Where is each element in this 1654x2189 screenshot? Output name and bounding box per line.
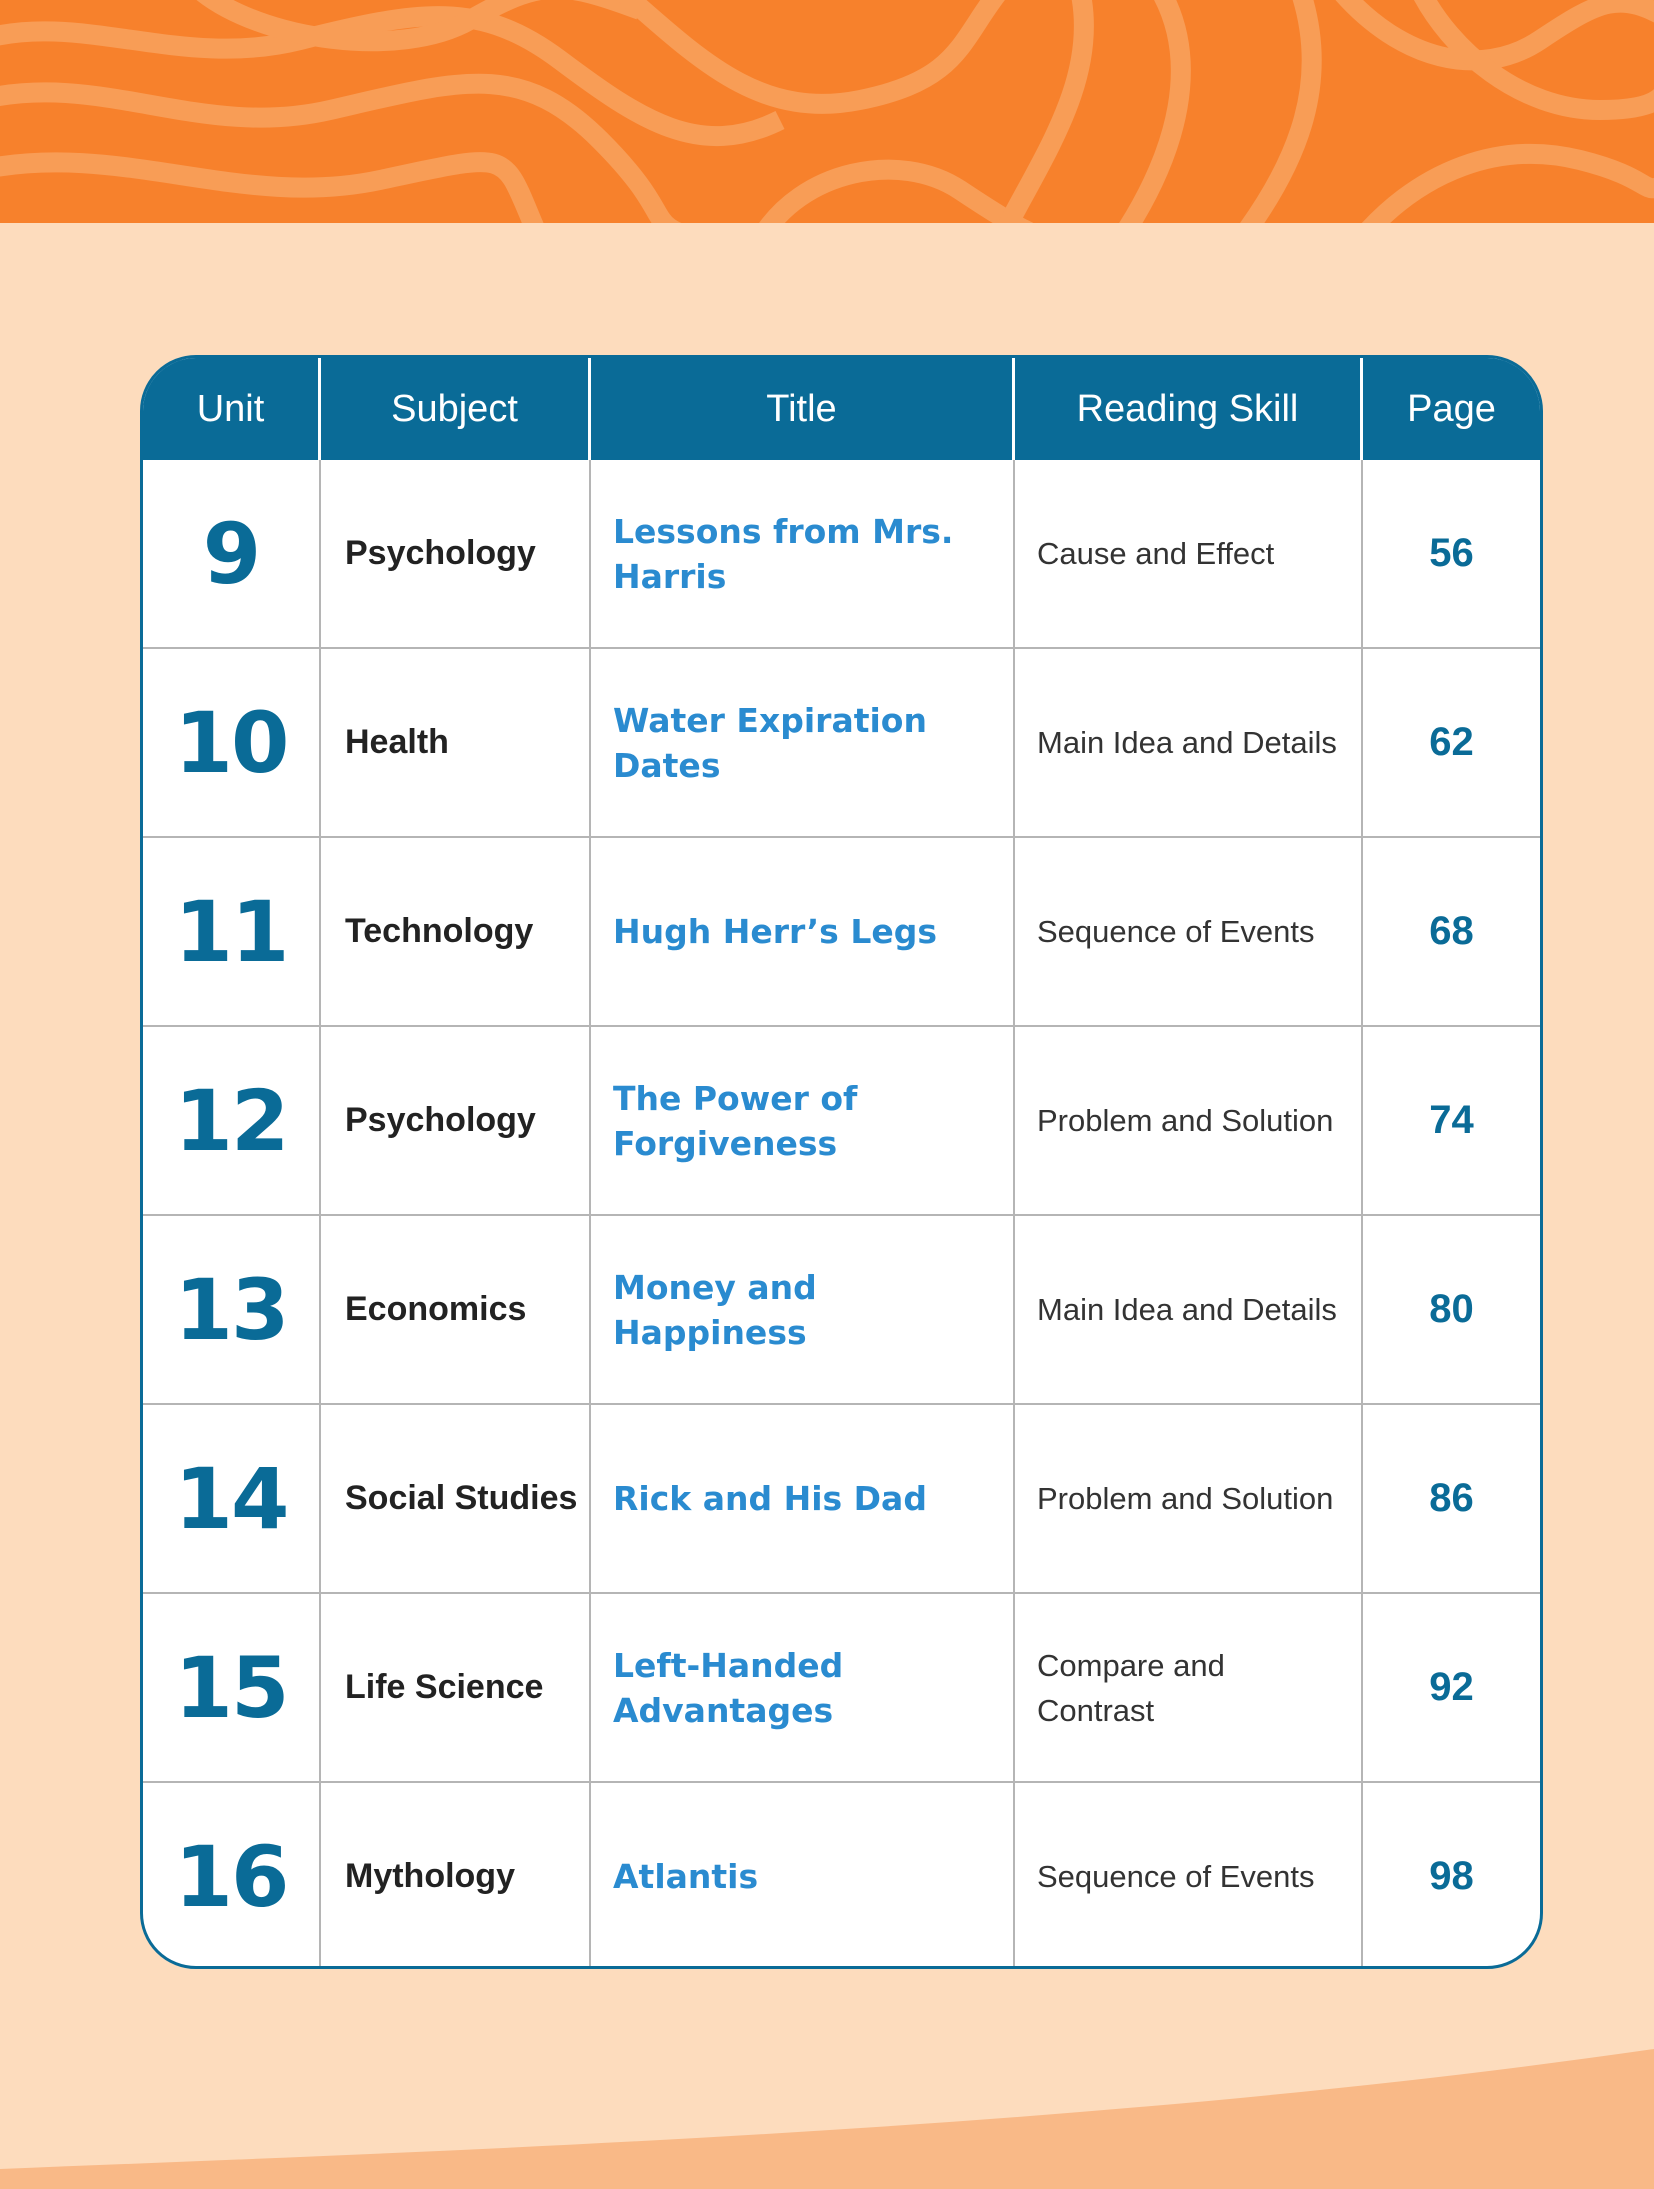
subject-cell: Health [321, 649, 591, 836]
page-number: 98 [1429, 1854, 1474, 1898]
table-row [143, 649, 1540, 838]
title-cell: Lessons from Mrs. Harris [591, 460, 1015, 647]
unit-number: 13 [143, 1216, 321, 1403]
title-cell: Hugh Herr’s Legs [591, 838, 1015, 1025]
unit-number: 9 [143, 460, 321, 647]
reading-skill-cell: Sequence of Events [1015, 838, 1363, 1025]
unit-number: 10 [143, 649, 321, 836]
subject-cell: Social Studies [321, 1405, 591, 1592]
table-row [143, 1783, 1540, 1969]
reading-skill-cell: Main Idea and Details [1015, 649, 1363, 836]
table-row [143, 460, 1540, 649]
table-row [143, 838, 1540, 1027]
unit-number: 11 [143, 838, 321, 1025]
unit-number: 16 [143, 1783, 321, 1969]
reading-skill-cell: Cause and Effect [1015, 460, 1363, 647]
title-cell: Left-Handed Advantages [591, 1594, 1015, 1781]
page-number: 56 [1429, 531, 1474, 575]
top-decorative-band [0, 0, 1654, 223]
bottom-decorative-wave [0, 2019, 1654, 2189]
page-number: 62 [1429, 720, 1474, 764]
subject-cell: Life Science [321, 1594, 591, 1781]
table-header [143, 358, 1540, 460]
subject-cell: Economics [321, 1216, 591, 1403]
table-row [143, 1216, 1540, 1405]
table-row [143, 1405, 1540, 1594]
title-cell: The Power of Forgiveness [591, 1027, 1015, 1214]
wood-grain-pattern [0, 0, 1654, 223]
title-cell: Water Expiration Dates [591, 649, 1015, 836]
header-reading-skill: Reading Skill [1015, 358, 1363, 460]
unit-number: 15 [143, 1594, 321, 1781]
unit-number: 14 [143, 1405, 321, 1592]
reading-skill-cell: Main Idea and Details [1015, 1216, 1363, 1403]
page-number: 80 [1429, 1287, 1474, 1331]
reading-skill-cell: Problem and Solution [1015, 1405, 1363, 1592]
title-cell: Rick and His Dad [591, 1405, 1015, 1592]
reading-skill-cell: Problem and Solution [1015, 1027, 1363, 1214]
table-row [143, 1027, 1540, 1216]
page-number: 74 [1429, 1098, 1474, 1142]
subject-cell: Psychology [321, 1027, 591, 1214]
unit-number: 12 [143, 1027, 321, 1214]
header-page: Page [1407, 387, 1496, 430]
header-subject: Subject [321, 358, 591, 460]
page-number: 86 [1429, 1476, 1474, 1520]
table-row [143, 1594, 1540, 1783]
contents-table [140, 355, 1543, 1969]
table-body [143, 460, 1540, 1969]
subject-cell: Psychology [321, 460, 591, 647]
reading-skill-cell: Compare and Contrast [1015, 1594, 1363, 1781]
subject-cell: Mythology [321, 1783, 591, 1969]
title-cell: Money and Happiness [591, 1216, 1015, 1403]
reading-skill-cell: Sequence of Events [1015, 1783, 1363, 1969]
header-title: Title [591, 358, 1015, 460]
subject-cell: Technology [321, 838, 591, 1025]
page-number: 68 [1429, 909, 1474, 953]
page-number: 92 [1429, 1665, 1474, 1709]
title-cell: Atlantis [591, 1783, 1015, 1969]
header-unit: Unit [143, 358, 321, 460]
